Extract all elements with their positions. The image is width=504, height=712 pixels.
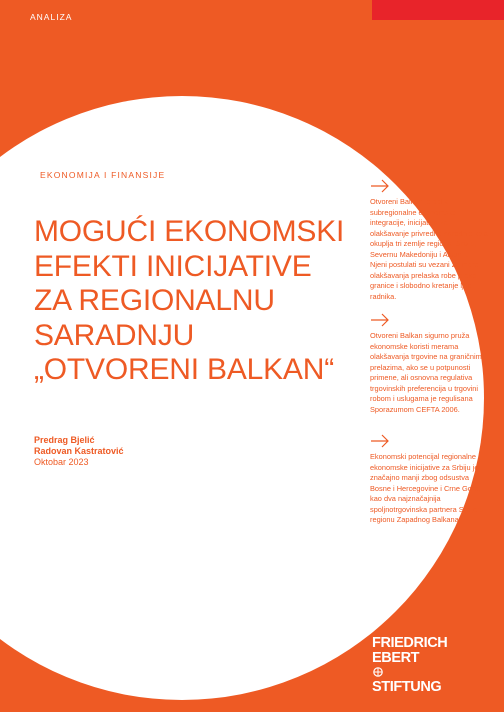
arrow-right-icon <box>370 434 390 448</box>
logo-line: STIFTUNG <box>372 678 442 695</box>
document-title <box>34 215 374 388</box>
title-line: ZA REGIONALNU <box>34 284 275 317</box>
logo-line: EBERT <box>372 649 420 666</box>
author-name: Radovan Kastratović <box>34 446 124 456</box>
title-line: SARADNJU <box>34 318 195 352</box>
logo-line-ebert <box>372 651 447 680</box>
title-line: EFEKTI INICIJATIVE <box>34 249 312 283</box>
document-type-label: ANALIZA <box>30 12 73 22</box>
arrow-right-icon <box>370 313 390 327</box>
globe-icon <box>373 667 383 677</box>
logo-line: FRIEDRICH <box>372 635 448 651</box>
author-name: Predrag Bjelić <box>34 435 95 445</box>
key-point: Otvoreni Balkan sigurno pruža ekonomske koristi merama olakšavanja trgovine na graničnim prelazima, ako se u potpunosti primene, ali osnovna regulativa trgovinskih preferencija u trgovini robom i uslugama je regulisana Sporazumom CEFTA 2006. <box>370 331 482 414</box>
title-line: „OTVORENI BALKAN“ <box>34 353 334 386</box>
key-point: Otvoreni Balkan je oblik subregionalne ekonomske integracije, inicijativa za olakšavanje privredne saradnje koja okuplja tri zemlje regiona: Srbiju, Severnu Makedoniju i Albaniju. Njeni postulati su vezani za mere olakšavanja prelaska robe preko granice i slobodno kretanje ljudi i radnika. <box>370 197 488 301</box>
arrow-right-icon <box>370 179 390 193</box>
fes-logo <box>372 636 447 694</box>
corner-tab <box>372 0 504 20</box>
title-line: MOGUĆI EKONOMSKI <box>34 215 345 248</box>
author-block <box>34 435 124 468</box>
publication-date: Oktobar 2023 <box>34 457 89 467</box>
key-point: Ekonomski potencijal regionalne ekonomske inicijative za Srbiju je značajno manji zbog odsustva Bosne i Hercegovine i Crne Gore, kao dva najznačajnija spoljnotrgovinska partnera Srbije u regionu Zapadnog Balkana. <box>370 452 484 524</box>
section-label: EKONOMIJA I FINANSIJE <box>40 170 166 180</box>
